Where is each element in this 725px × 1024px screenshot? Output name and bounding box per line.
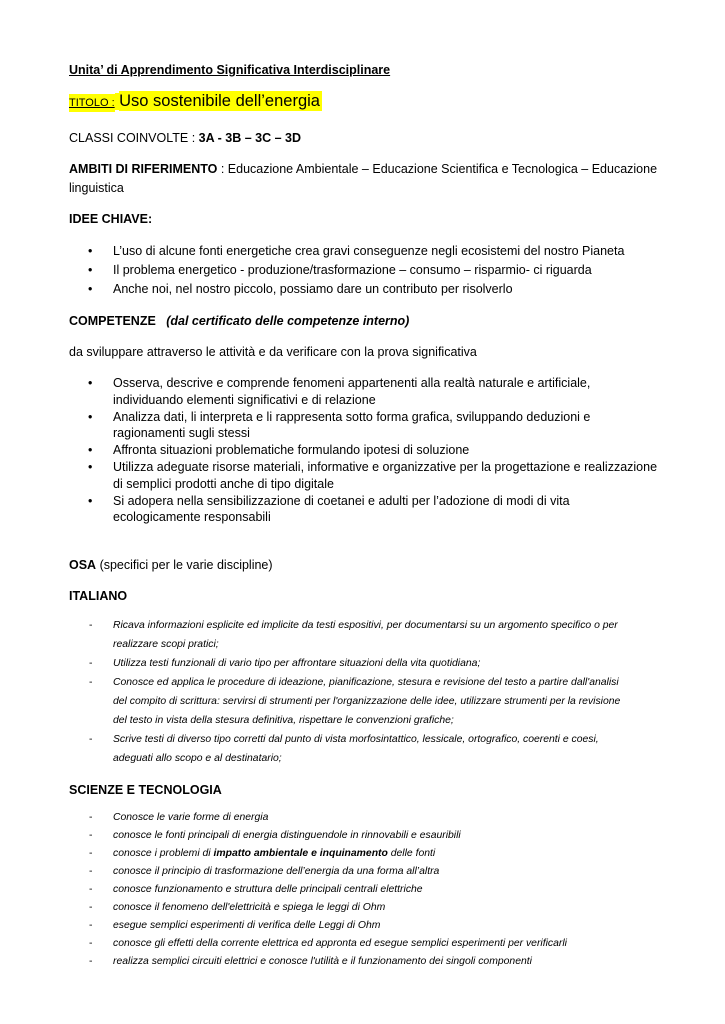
list-item: • L’uso di alcune fonti energetiche crea gravi conseguenze negli ecosistemi del nostro Pianeta	[88, 242, 624, 261]
scienze-list	[89, 809, 567, 971]
list-item: - Scrive testi di diverso tipo corretti dal punto di vista morfosintattico, lessicale, ortografico, coerenti e coesi,	[89, 730, 620, 749]
emphasis-text: impatto ambientale e inquinamento	[213, 848, 388, 859]
dash-marker: -	[89, 658, 93, 669]
classi-row	[69, 130, 301, 146]
competenze-heading: COMPETENZE	[69, 314, 156, 328]
bullet-icon: •	[88, 443, 93, 458]
list-item: • Osserva, descrive e comprende fenomeni appartenenti alla realtà naturale e artificiale,	[88, 376, 591, 390]
list-item: - Conosce le varie forme di energia	[89, 809, 567, 827]
osa-label: OSA	[69, 558, 97, 572]
title-label: TITOLO :	[69, 94, 115, 112]
title-row	[69, 92, 322, 114]
list-item: - conosce gli effetti della corrente elettrica ed appronta ed esegue semplici esperimenti per verificarli	[89, 935, 567, 953]
classi-label: CLASSI COINVOLTE :	[69, 131, 199, 145]
list-item-continuation: del compito di scrittura: servirsi di strumenti per l'organizzazione delle idee, utilizzare strumenti per la revisione	[113, 696, 621, 707]
title-text: Uso sostenibile dell’energia	[119, 92, 320, 110]
document-heading: Unita’ di Apprendimento Significativa Interdisciplinare	[69, 63, 391, 77]
bullet-icon: •	[88, 282, 93, 296]
list-item-continuation: ragionamenti sugli stessi	[113, 426, 250, 441]
list-item: • Analizza dati, li interpreta e li rappresenta sotto forma grafica, sviluppando deduzioni e	[88, 409, 591, 424]
list-item: • Si adopera nella sensibilizzazione di coetanei e adulti per l’adozione di modi di vita	[88, 493, 570, 508]
competenze-row	[69, 313, 409, 329]
dash-marker: -	[89, 866, 93, 877]
bullet-icon: •	[88, 244, 93, 258]
ambiti-text-line1: : Educazione Ambientale – Educazione Scientifica e Tecnologica – Educazione	[217, 162, 658, 176]
list-item: • Anche noi, nel nostro piccolo, possiamo dare un contributo per risolverlo	[88, 280, 624, 299]
list-item: - realizza semplici circuiti elettrici e conosce l'utilità e il funzionamento dei singoli componenti	[89, 953, 567, 971]
ambiti-text-line2: linguistica	[69, 181, 124, 195]
classi-value: 3A - 3B – 3C – 3D	[198, 131, 302, 145]
italiano-heading: ITALIANO	[69, 589, 128, 603]
competenze-intro: da sviluppare attraverso le attività e da verificare con la prova significativa	[69, 345, 477, 359]
dash-marker: -	[89, 620, 93, 631]
list-item-continuation: di semplici prodotti anche di tipo digitale	[113, 476, 334, 491]
bullet-icon: •	[88, 263, 93, 277]
bullet-icon: •	[88, 376, 93, 390]
list-item: - Utilizza testi funzionali di vario tipo per affrontare situazioni della vita quotidiana;	[89, 654, 620, 673]
dash-marker: -	[89, 938, 93, 949]
idee-heading: IDEE CHIAVE:	[69, 212, 153, 226]
osa-text: (specifici per le varie discipline)	[96, 558, 273, 572]
list-item-continuation: adeguati allo scopo e al destinatario;	[113, 753, 282, 764]
dash-marker: -	[89, 902, 93, 913]
dash-marker: -	[89, 830, 93, 841]
list-item: - conosce il fenomeno dell'elettricità e spiega le leggi di Ohm	[89, 899, 567, 917]
list-item-continuation: del testo in vista della stesura definitiva, rispettare le convenzioni grafiche;	[113, 715, 454, 726]
italiano-list	[89, 616, 620, 768]
dash-marker: -	[89, 884, 93, 895]
competenze-note: (dal certificato delle competenze interno)	[166, 314, 410, 328]
list-item: • Utilizza adeguate risorse materiali, informative e organizzative per la progettazione e realizzazione	[88, 459, 658, 474]
bullet-icon: •	[88, 409, 93, 424]
list-item: - conosce i problemi di impatto ambientale e inquinamento delle fonti	[89, 845, 567, 863]
ambiti-label: AMBITI DI RIFERIMENTO	[69, 162, 218, 176]
list-item: - conosce funzionamento e struttura delle principali centrali elettriche	[89, 881, 567, 899]
list-item-continuation: individuando elementi significativi e di relazione	[113, 392, 376, 407]
list-item-continuation: realizzare scopi pratici;	[113, 639, 219, 650]
bullet-icon: •	[88, 493, 93, 508]
list-item: • Il problema energetico - produzione/trasformazione – consumo – risparmio- ci riguarda	[88, 261, 624, 280]
idee-list	[88, 242, 624, 299]
list-item: - conosce il principio di trasformazione dell’energia da una forma all’altra	[89, 863, 567, 881]
dash-marker: -	[89, 677, 93, 688]
list-item-continuation: ecologicamente responsabili	[113, 510, 271, 525]
ambiti-row	[69, 161, 657, 177]
scienze-heading: SCIENZE E TECNOLOGIA	[69, 783, 222, 797]
list-item: - conosce le fonti principali di energia distinguendole in rinnovabili e esauribili	[89, 827, 567, 845]
list-item: - esegue semplici esperimenti di verifica delle Leggi di Ohm	[89, 917, 567, 935]
dash-marker: -	[89, 848, 93, 859]
dash-marker: -	[89, 812, 93, 823]
competenze-list	[88, 375, 657, 526]
bullet-icon: •	[88, 459, 93, 474]
list-item: - Ricava informazioni esplicite ed implicite da testi espositivi, per documentarsi su un argomento specifico o per	[89, 616, 620, 635]
dash-marker: -	[89, 956, 93, 967]
list-item: • Affronta situazioni problematiche formulando ipotesi di soluzione	[88, 443, 470, 458]
list-item: - Conosce ed applica le procedure di ideazione, pianificazione, stesura e revisione del testo a partire dall'analisi	[89, 673, 620, 692]
osa-row	[69, 557, 273, 573]
dash-marker: -	[89, 920, 93, 931]
dash-marker: -	[89, 734, 93, 745]
